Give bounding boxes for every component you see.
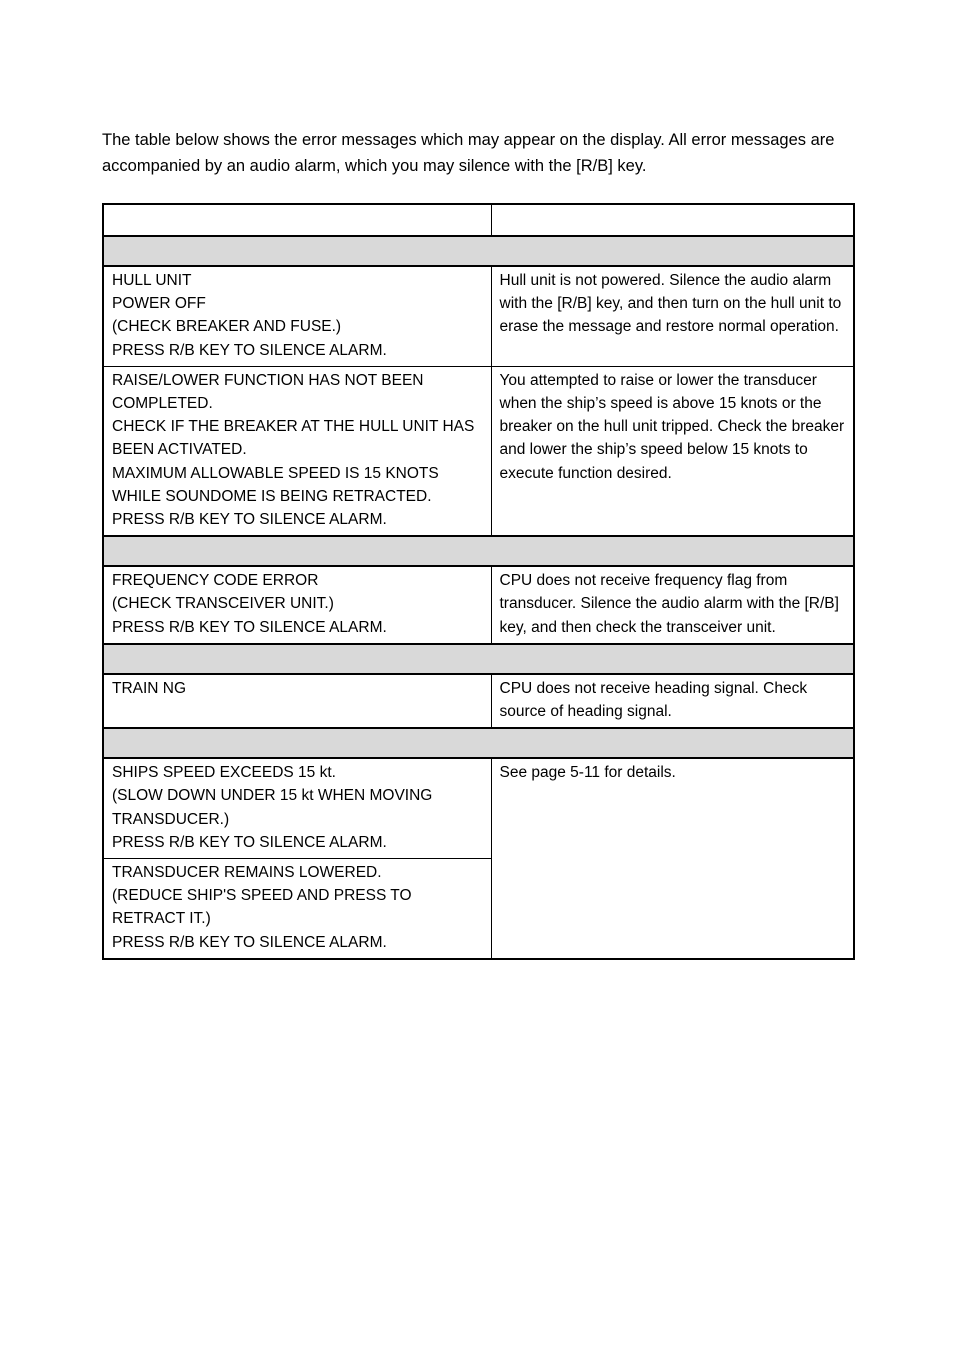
- meaning-cell: See page 5-11 for details.: [491, 758, 854, 959]
- error-message-cell: [103, 266, 491, 366]
- table-row: [103, 366, 854, 536]
- message-line: CHECK IF THE BREAKER AT THE HULL UNIT HAS BEEN ACTIVATED.: [112, 418, 475, 459]
- meaning-cell: CPU does not receive heading signal. Check source of heading signal.: [491, 674, 854, 728]
- message-line: TRANSDUCER REMAINS LOWERED.: [112, 864, 382, 882]
- message-line: FREQUENCY CODE ERROR: [112, 572, 319, 590]
- section-row: [103, 536, 854, 566]
- meaning-cell: Hull unit is not powered. Silence the audio alarm with the [R/B] key, and then turn on the hull unit to erase the message and restore normal operation.: [491, 266, 854, 366]
- section-row: [103, 644, 854, 674]
- error-message-cell: [103, 758, 491, 858]
- message-line: (CHECK BREAKER AND FUSE.): [112, 318, 342, 336]
- error-message-cell: [103, 566, 491, 644]
- error-message-table: [102, 203, 855, 960]
- table-row: [103, 674, 854, 728]
- message-line: PRESS R/B KEY TO SILENCE ALARM.: [112, 933, 387, 951]
- meaning-cell: CPU does not receive frequency flag from transducer. Silence the audio alarm with the [R/B] key, and then check the transceiver unit.: [491, 566, 854, 644]
- message-line: PRESS R/B KEY TO SILENCE ALARM.: [112, 341, 387, 359]
- header-message-cell: [103, 204, 491, 236]
- section-row: [103, 728, 854, 758]
- section-label: [103, 728, 854, 758]
- message-line: (SLOW DOWN UNDER 15 kt WHEN MOVING TRANSDUCER.): [112, 787, 433, 828]
- message-line: MAXIMUM ALLOWABLE SPEED IS 15 KNOTS WHILE SOUNDOME IS BEING RETRACTED.: [112, 464, 439, 505]
- error-message-cell: [103, 674, 491, 728]
- header-meaning-cell: [491, 204, 854, 236]
- message-line: RAISE/LOWER FUNCTION HAS NOT BEEN COMPLETED.: [112, 371, 424, 413]
- table-row: [103, 566, 854, 644]
- table-row: [103, 758, 854, 858]
- section-label: [103, 644, 854, 674]
- message-line: SHIPS SPEED EXCEEDS 15 kt.: [112, 764, 336, 782]
- message-line: HULL UNIT: [112, 272, 192, 289]
- table-header-row: [103, 204, 854, 236]
- section-label: [103, 536, 854, 566]
- section-row: [103, 236, 854, 266]
- intro-paragraph: The table below shows the error messages which may appear on the display. All error messages are accompanied by an audio alarm, which you may silence with the [R/B] key.: [102, 131, 835, 175]
- error-message-cell: [103, 859, 491, 959]
- message-line: POWER OFF: [112, 295, 206, 313]
- error-table-body: [103, 204, 854, 959]
- meaning-cell: You attempted to raise or lower the transducer when the ship’s speed is above 15 knots or the breaker on the hull unit tripped. Check the breaker and lower the ship’s speed below 15 knots to execute function desired.: [491, 366, 854, 536]
- message-line: TRAIN NG: [112, 679, 187, 697]
- message-line: PRESS R/B KEY TO SILENCE ALARM.: [112, 511, 387, 529]
- error-message-cell: [103, 366, 491, 536]
- message-line: PRESS R/B KEY TO SILENCE ALARM.: [112, 833, 387, 851]
- message-line: (REDUCE SHIP'S SPEED AND PRESS TO RETRACT IT.): [112, 887, 412, 928]
- table-row: [103, 266, 854, 366]
- section-label: [103, 236, 854, 266]
- message-line: PRESS R/B KEY TO SILENCE ALARM.: [112, 618, 387, 636]
- message-line: (CHECK TRANSCEIVER UNIT.): [112, 595, 334, 613]
